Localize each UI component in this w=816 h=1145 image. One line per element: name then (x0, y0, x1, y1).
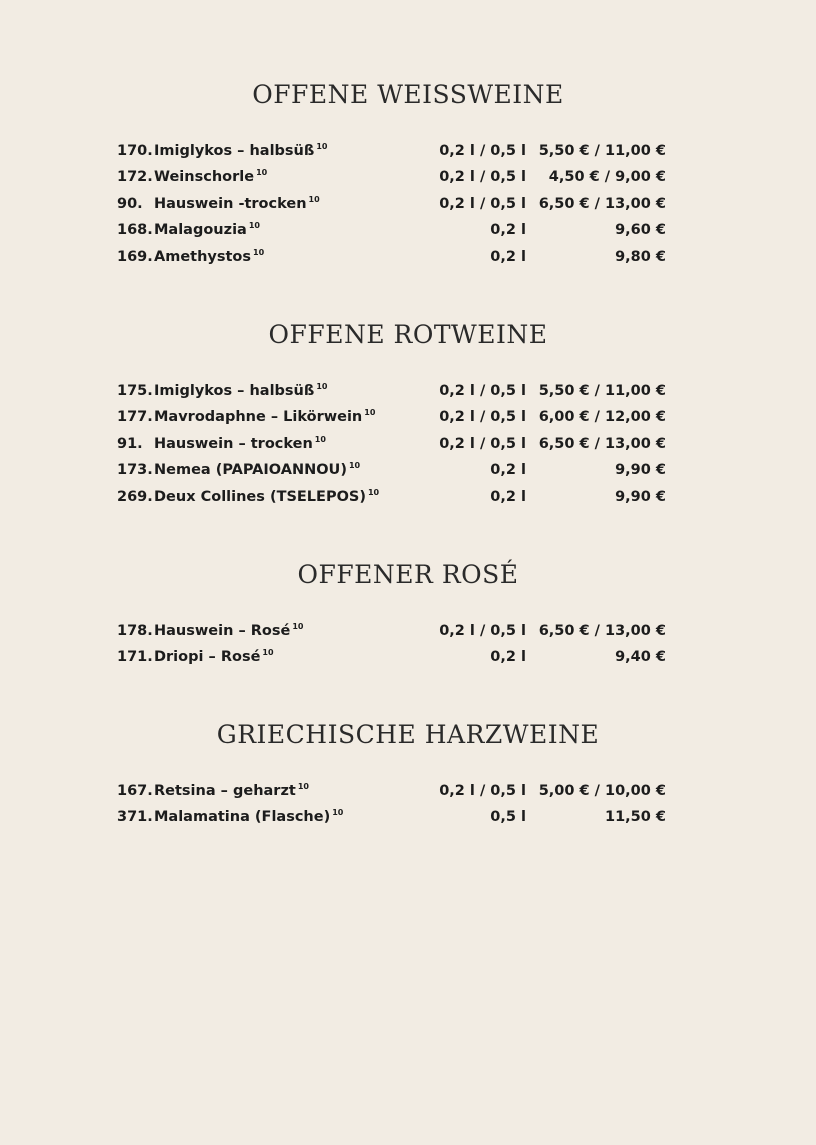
item-size: 0,2 l / 0,5 l (439, 409, 526, 425)
item-price: 9,80 € (615, 249, 666, 265)
list-item (0, 191, 816, 217)
list-item (0, 484, 816, 510)
item-note: 10 (364, 408, 376, 417)
item-price: 5,00 € / 10,00 € (538, 783, 666, 799)
item-note: 10 (332, 808, 344, 817)
item-name: Imiglykos – halbsüß $^{10}$ (154, 142, 328, 159)
item-number: 175. (117, 383, 153, 399)
item-name: Nemea (PAPAIOANNOU) $^{10}$ (154, 461, 361, 478)
item-price: 6,50 € / 13,00 € (538, 623, 666, 639)
item-size: 0,2 l / 0,5 l (439, 383, 526, 399)
item-note: 10 (314, 435, 326, 444)
item-price: 6,50 € / 13,00 € (538, 436, 666, 452)
item-name: Retsina – geharzt $^{10}$ (154, 782, 309, 799)
item-price: 9,60 € (615, 222, 666, 238)
section-rose-wines (0, 557, 816, 593)
item-note: 10 (292, 622, 304, 631)
list-item (0, 778, 816, 804)
item-number: 169. (117, 249, 153, 265)
item-note: 10 (348, 461, 361, 470)
section-title: OFFENE ROTWEINE (268, 320, 548, 349)
item-size: 0,2 l / 0,5 l (439, 196, 526, 212)
item-number: 167. (117, 783, 153, 799)
section-resin-wines (0, 717, 816, 753)
item-name: Hauswein – Rosé $^{10}$ (154, 622, 304, 639)
item-note: 10 (297, 782, 309, 791)
list-item (0, 164, 816, 190)
item-price: 5,50 € / 11,00 € (538, 383, 666, 399)
section-red-wines (0, 317, 816, 353)
list-item (0, 244, 816, 270)
item-name: Hauswein -trocken $^{10}$ (154, 195, 320, 212)
item-name: Weinschorle $^{10}$ (154, 168, 268, 185)
item-price: 11,50 € (604, 809, 666, 825)
item-note: 10 (253, 248, 265, 257)
list-item (0, 431, 816, 457)
list-item (0, 217, 816, 243)
item-name: Malagouzia $^{10}$ (154, 221, 260, 238)
section-white-wines (0, 77, 816, 113)
item-name: Malamatina (Flasche) $^{10}$ (154, 808, 344, 825)
item-price: 6,00 € / 12,00 € (538, 409, 666, 425)
item-size: 0,2 l (490, 649, 526, 665)
item-name: Amethystos $^{10}$ (154, 248, 265, 265)
item-size: 0,2 l (490, 222, 526, 238)
item-number: 173. (117, 462, 153, 478)
item-number: 90. (117, 196, 143, 212)
list-item (0, 618, 816, 644)
item-note: 10 (248, 221, 260, 230)
item-note: 10 (367, 488, 380, 497)
item-number: 91. (117, 436, 143, 452)
item-note: 10 (316, 382, 328, 391)
item-price: 9,90 € (615, 489, 666, 505)
section-title: OFFENER ROSÉ (297, 560, 519, 589)
item-size: 0,2 l / 0,5 l (439, 623, 526, 639)
item-number: 178. (117, 623, 153, 639)
list-item (0, 378, 816, 404)
item-price: 9,40 € (615, 649, 666, 665)
item-number: 171. (117, 649, 153, 665)
list-item (0, 404, 816, 430)
item-number: 170. (117, 143, 153, 159)
item-name: Driopi – Rosé $^{10}$ (154, 648, 274, 665)
item-number: 371. (117, 809, 153, 825)
item-price: 5,50 € / 11,00 € (538, 143, 666, 159)
item-number: 172. (117, 169, 153, 185)
item-number: 177. (117, 409, 153, 425)
item-note: 10 (308, 195, 320, 204)
item-price: 4,50 € / 9,00 € (548, 169, 666, 185)
item-number: 269. (117, 489, 153, 505)
item-size: 0,2 l / 0,5 l (439, 143, 526, 159)
item-number: 168. (117, 222, 153, 238)
item-size: 0,2 l (490, 489, 526, 505)
item-price: 9,90 € (615, 462, 666, 478)
item-name: Hauswein – trocken $^{10}$ (154, 435, 326, 452)
item-name: Deux Collines (TSELEPOS) $^{10}$ (154, 488, 380, 505)
section-title: GRIECHISCHE HARZWEINE (216, 720, 600, 749)
item-size: 0,2 l / 0,5 l (439, 436, 526, 452)
item-size: 0,2 l / 0,5 l (439, 169, 526, 185)
item-name: Imiglykos – halbsüß $^{10}$ (154, 382, 328, 399)
list-item (0, 804, 816, 830)
item-size: 0,2 l (490, 249, 526, 265)
item-note: 10 (262, 648, 274, 657)
list-item (0, 644, 816, 670)
item-note: 10 (256, 168, 268, 177)
item-price: 6,50 € / 13,00 € (538, 196, 666, 212)
item-size: 0,2 l / 0,5 l (439, 783, 526, 799)
item-size: 0,5 l (490, 809, 526, 825)
list-item (0, 457, 816, 483)
list-item (0, 138, 816, 164)
item-note: 10 (316, 142, 328, 151)
section-title: OFFENE WEISSWEINE (252, 80, 564, 109)
item-size: 0,2 l (490, 462, 526, 478)
item-name: Mavrodaphne – Likörwein $^{10}$ (154, 408, 376, 425)
